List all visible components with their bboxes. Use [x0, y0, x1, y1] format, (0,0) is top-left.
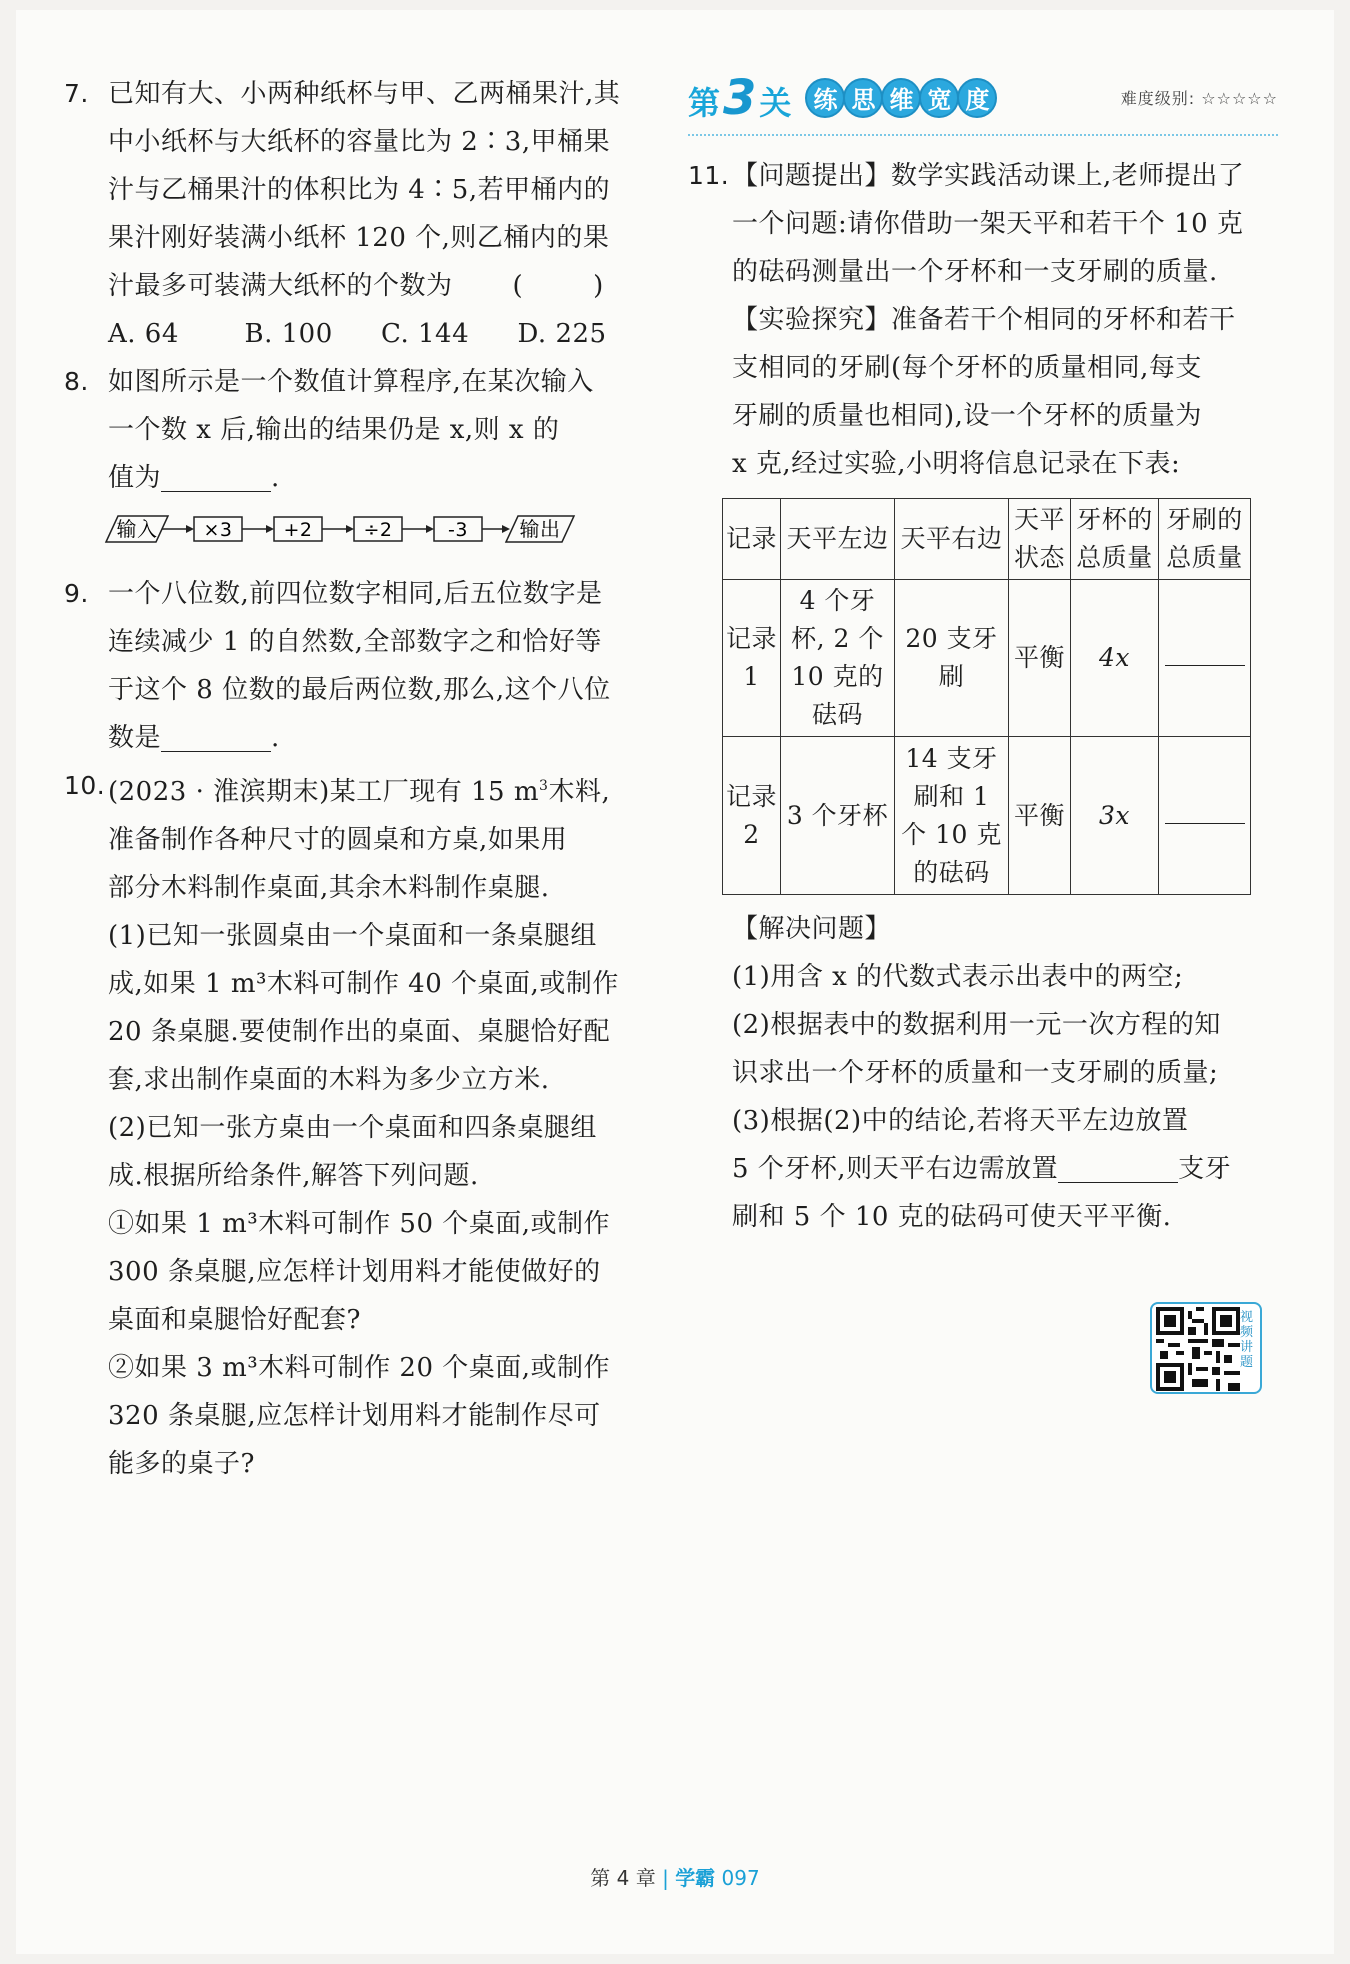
solve-line [732, 1145, 1278, 1193]
question-7 [64, 70, 654, 358]
part2b-line: ②如果 3 m³木料可制作 20 个桌面,或制作 [108, 1353, 611, 1383]
solve-line: (1)用含 x 的代数式表示出表中的两空; [732, 962, 1184, 992]
question-text: (2023 · 淮滨期末)某工厂现有 15 m [108, 777, 540, 807]
part2b-line: 320 条桌腿,应怎样计划用料才能制作尽可 [108, 1401, 601, 1431]
section-title-pill [805, 78, 995, 118]
question-line: 连续减少 1 的自然数,全部数字之和恰好等 [108, 627, 602, 657]
part2-line: (2)已知一张方桌由一个桌面和四条桌腿组 [108, 1113, 597, 1143]
solve-title: 【解决问题】 [732, 914, 892, 944]
part2-line: 成.根据所给条件,解答下列问题. [108, 1161, 479, 1191]
flow-step-label: ÷2 [363, 519, 393, 541]
pill-char: 练 [805, 78, 845, 118]
question-line: 于这个 8 位数的最后两位数,那么,这个八位 [108, 675, 611, 705]
question-text: . [271, 723, 280, 753]
explore-line: x 克,经过实验,小明将信息记录在下表: [732, 449, 1181, 479]
chapter-label: 第 4 章 [590, 1866, 656, 1890]
question-text: 5 个牙杯,则天平右边需放置 [732, 1154, 1059, 1184]
table-cell: 20 支牙刷 [895, 580, 1009, 737]
question-11 [688, 152, 1278, 1241]
table-cell-blank [1159, 737, 1251, 895]
question-line: 已知有大、小两种纸杯与甲、乙两桶果汁,其 [108, 79, 621, 109]
question-line [108, 762, 654, 816]
arrowhead-icon [346, 525, 354, 533]
question-text: 木料, [548, 777, 611, 807]
qr-label: 视频讲题 [1240, 1310, 1254, 1370]
pill-char: 宽 [919, 78, 959, 118]
qr-code[interactable] [1150, 1302, 1262, 1394]
question-text: 汁最多可装满大纸杯的个数为 [108, 271, 453, 301]
qr-code-icon [1156, 1307, 1240, 1391]
answer-blank [1165, 798, 1245, 824]
part1-line: 成,如果 1 m³木料可制作 40 个桌面,或制作 [108, 969, 619, 999]
table-header: 牙刷的总质量 [1159, 499, 1251, 580]
header-divider [688, 134, 1278, 136]
table-row [723, 737, 1251, 895]
question-line: 果汁刚好装满小纸杯 120 个,则乙桶内的果 [108, 223, 610, 253]
superscript: 3 [539, 778, 549, 794]
flow-output-label: 输出 [519, 517, 561, 541]
flow-step-label: -3 [448, 519, 468, 541]
question-line: 中小纸杯与大纸杯的容量比为 2∶3,甲桶果 [108, 127, 611, 157]
question-number: 8. [64, 367, 89, 396]
answer-blank [1165, 640, 1245, 666]
question-line: 如图所示是一个数值计算程序,在某次输入 [108, 367, 594, 397]
solve-line: 刷和 5 个 10 克的砝码可使天平平衡. [732, 1202, 1172, 1232]
table-header: 天平右边 [895, 499, 1009, 580]
question-line: 准备制作各种尺寸的圆桌和方桌,如果用 [108, 825, 568, 855]
question-text: 支牙 [1178, 1154, 1232, 1184]
option-b: B. 100 [244, 319, 333, 349]
answer-paren-close: ) [593, 271, 604, 301]
option-d: D. 225 [517, 319, 607, 349]
question-text: . [271, 463, 280, 493]
options [108, 310, 654, 358]
pill-char: 度 [957, 78, 997, 118]
flow-step-label: ×3 [203, 519, 233, 541]
intro-line: 的砝码测量出一个牙杯和一支牙刷的质量. [732, 257, 1218, 287]
explore-line: 牙刷的质量也相同),设一个牙杯的质量为 [732, 401, 1202, 431]
brand-label: 学霸 [675, 1866, 716, 1890]
part1-line: 套,求出制作桌面的木料为多少立方米. [108, 1065, 550, 1095]
table-header: 记录 [723, 499, 781, 580]
question-10 [64, 762, 654, 1488]
right-column [688, 70, 1278, 1241]
table-header: 天平状态 [1009, 499, 1071, 580]
part1-line: (1)已知一张圆桌由一个桌面和一条桌腿组 [108, 921, 597, 951]
question-line: 一个数 x 后,输出的结果仍是 x,则 x 的 [108, 415, 560, 445]
difficulty-rating: 难度级别: ☆☆☆☆☆ [1120, 89, 1278, 108]
explore-line: 【实验探究】准备若干个相同的牙杯和若干 [732, 305, 1236, 335]
level-label [688, 70, 791, 126]
question-line [108, 454, 654, 502]
question-line-with-paren [108, 262, 654, 310]
question-number: 7. [64, 79, 89, 108]
question-line: 一个八位数,前四位数字相同,后五位数字是 [108, 579, 603, 609]
question-number: 9. [64, 579, 89, 608]
question-line [108, 714, 654, 762]
question-text: 数是 [108, 723, 162, 753]
level-number: 3 [723, 70, 757, 126]
table-cell: 平衡 [1009, 737, 1071, 895]
question-number: 11. [688, 161, 730, 190]
table-cell: 记录 2 [723, 737, 781, 895]
table-cell: 3 个牙杯 [781, 737, 895, 895]
page-footer [0, 1862, 1350, 1891]
arrowhead-icon [266, 525, 274, 533]
answer-blank [161, 720, 271, 752]
solve-line: (3)根据(2)中的结论,若将天平左边放置 [732, 1106, 1189, 1136]
question-line: 汁与乙桶果汁的体积比为 4∶5,若甲桶内的 [108, 175, 611, 205]
answer-blank [1058, 1151, 1178, 1183]
option-c: C. 144 [381, 319, 470, 349]
part2a-line: ①如果 1 m³木料可制作 50 个桌面,或制作 [108, 1209, 611, 1239]
level-prefix: 第 [688, 84, 721, 122]
part2a-line: 300 条桌腿,应怎样计划用料才能使做好的 [108, 1257, 601, 1287]
question-8 [64, 358, 654, 570]
arrowhead-icon [502, 525, 510, 533]
section-header [688, 70, 1278, 126]
pill-char: 维 [881, 78, 921, 118]
table-cell-blank [1159, 580, 1251, 737]
flow-step-label: +2 [283, 519, 313, 541]
arrowhead-icon [426, 525, 434, 533]
part2a-line: 桌面和桌腿恰好配套? [108, 1305, 361, 1335]
question-text: 值为 [108, 463, 162, 493]
solve-line: (2)根据表中的数据利用一元一次方程的知 [732, 1010, 1221, 1040]
table-cell: 3x [1071, 737, 1159, 895]
table-cell: 4 个牙杯, 2 个 10 克的砝码 [781, 580, 895, 737]
flow-diagram [98, 510, 628, 548]
level-suffix: 关 [759, 84, 792, 122]
question-9 [64, 570, 654, 762]
record-table [722, 498, 1251, 895]
left-column [64, 70, 654, 1488]
option-a: A. 64 [108, 319, 179, 349]
table-header: 天平左边 [781, 499, 895, 580]
intro-line: 一个问题:请你借助一架天平和若干个 10 克 [732, 209, 1244, 239]
part1-line: 20 条桌腿.要使制作出的桌面、桌腿恰好配 [108, 1017, 611, 1047]
explore-line: 支相同的牙刷(每个牙杯的质量相同,每支 [732, 353, 1202, 383]
question-line: 部分木料制作桌面,其余木料制作桌腿. [108, 873, 550, 903]
question-number: 10. [64, 771, 106, 800]
arrowhead-icon [186, 525, 194, 533]
solve-line: 识求出一个牙杯的质量和一支牙刷的质量; [732, 1058, 1219, 1088]
table-header: 牙杯的总质量 [1071, 499, 1159, 580]
page-number: 097 [721, 1866, 760, 1890]
table-cell: 4x [1071, 580, 1159, 737]
table-cell: 平衡 [1009, 580, 1071, 737]
part2b-line: 能多的桌子? [108, 1449, 255, 1479]
flow-input-label: 输入 [116, 517, 158, 541]
table-row [723, 580, 1251, 737]
table-cell: 14 支牙刷和 1 个 10 克的砝码 [895, 737, 1009, 895]
table-header-row [723, 499, 1251, 580]
table-cell: 记录 1 [723, 580, 781, 737]
answer-blank [161, 460, 271, 492]
intro-line: 【问题提出】数学实践活动课上,老师提出了 [732, 161, 1245, 191]
footer-separator: | [662, 1866, 669, 1890]
pill-char: 思 [843, 78, 883, 118]
answer-paren-open: ( [512, 271, 524, 301]
